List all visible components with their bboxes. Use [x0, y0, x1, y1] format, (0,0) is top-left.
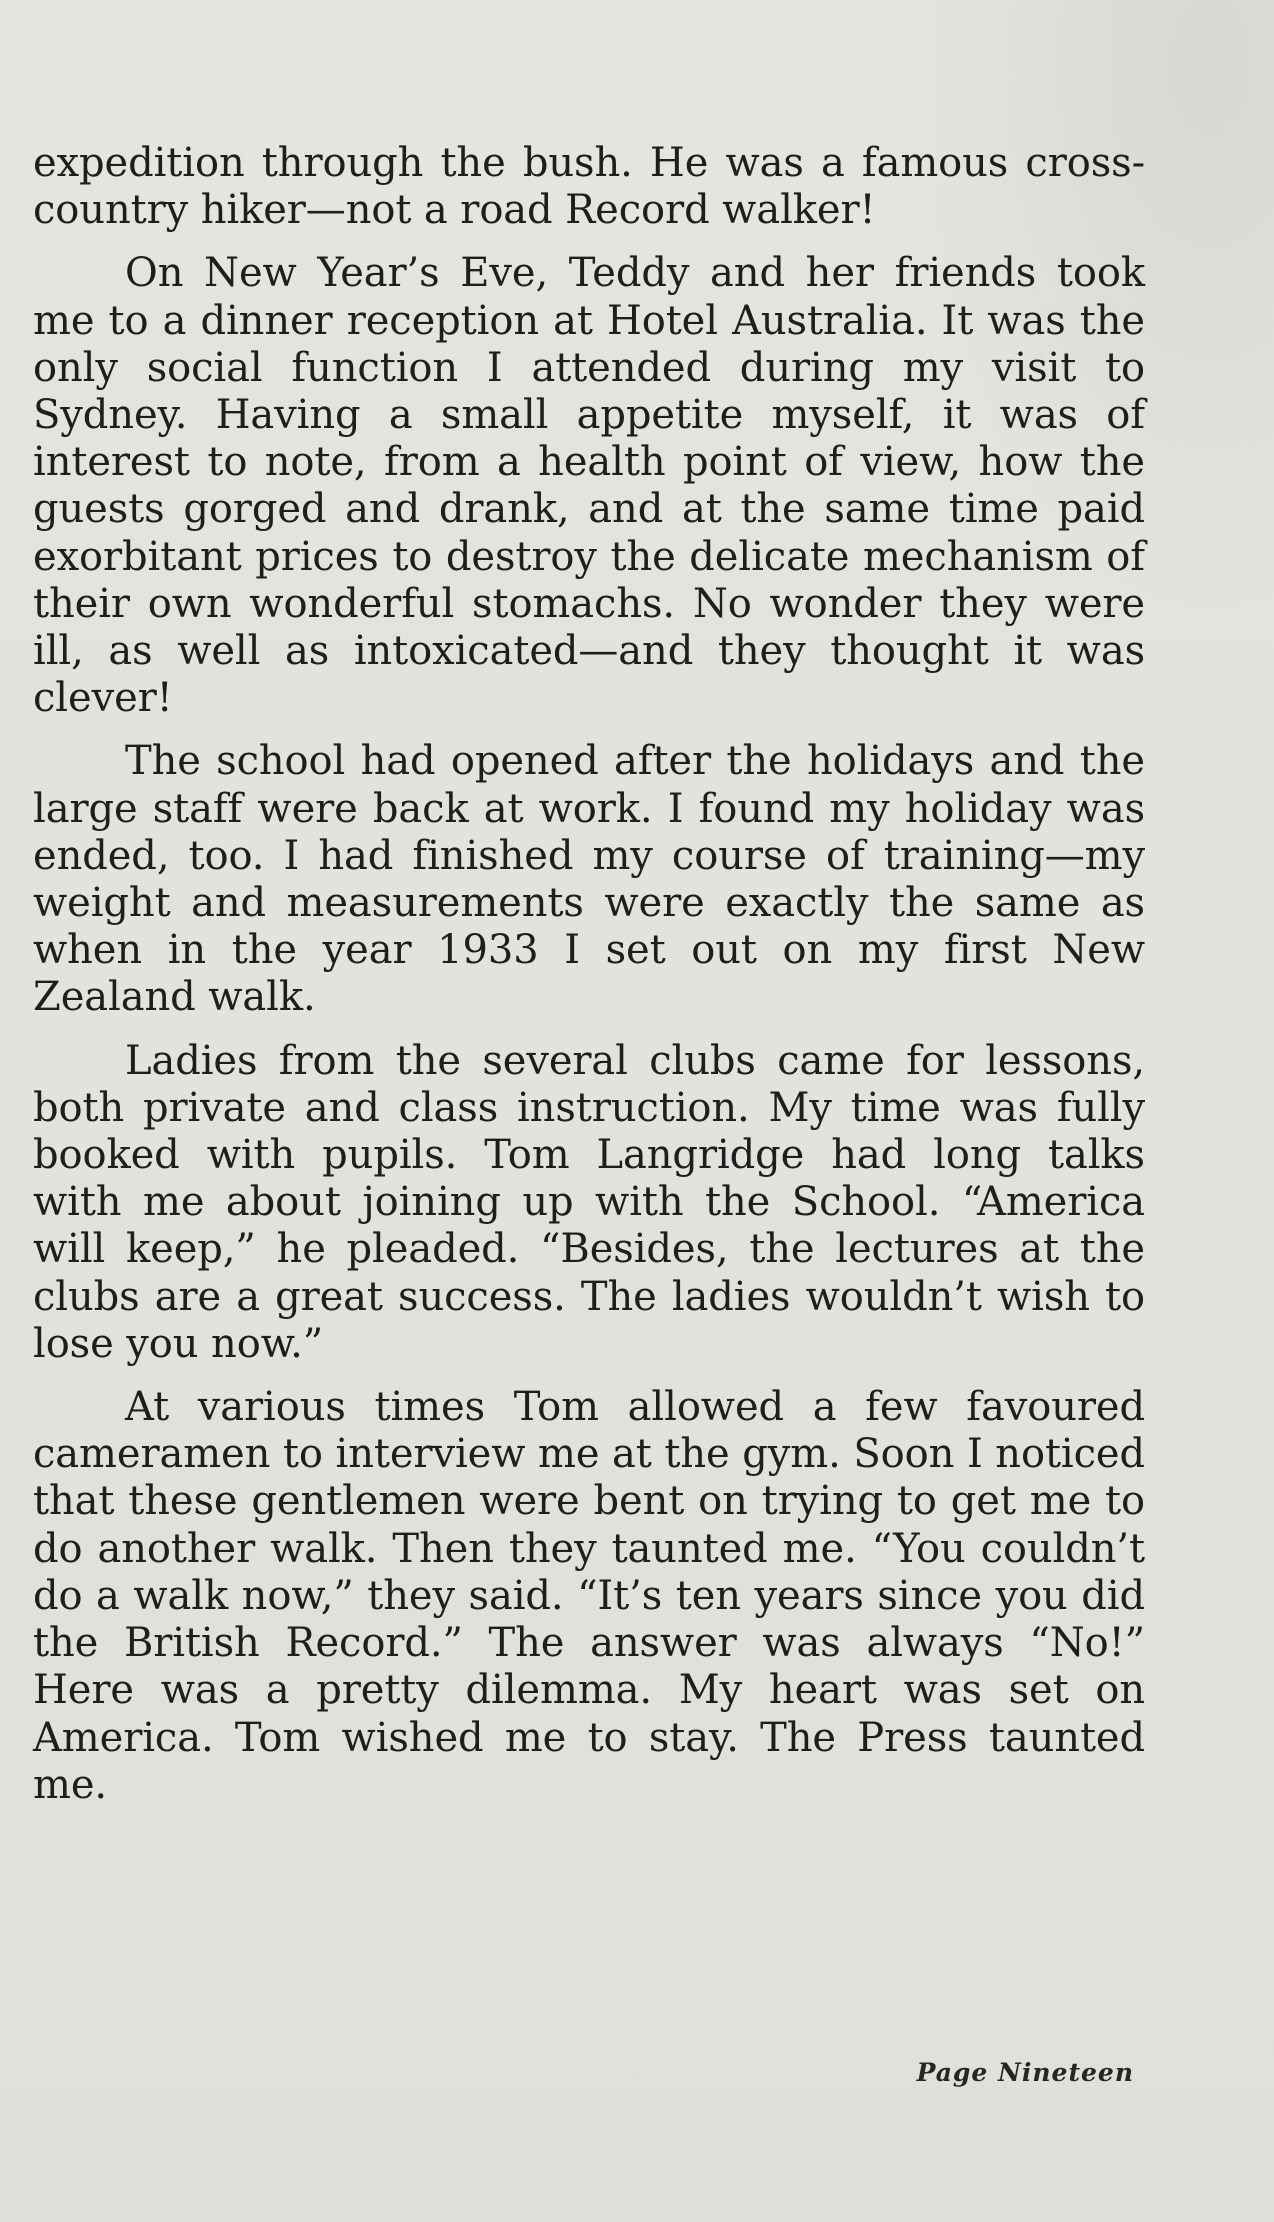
body-text	[33, 140, 1145, 1825]
page-number: Page Nineteen	[916, 2058, 1134, 2087]
paragraph-school-opened: The school had opened after the holidays and the large staff were back at work. I found my holiday was ended, too. I had finished my course of training—my weight and measurements were exactly the same as when in the year 1933 I set out on my first New Zealand walk.	[33, 738, 1145, 1021]
paragraph-cameramen: At various times Tom allowed a few favoured cameramen to interview me at the gym. Soon I noticed that these gentlemen were bent on trying to get me to do another walk. Then they taunted me. “You couldn’t do a walk now,” they said. “It’s ten years since you did the British Record.” The answer was always “No!” Here was a pretty dilemma. My heart was set on America. Tom wished me to stay. The Press taunted me.	[33, 1384, 1145, 1808]
paragraph-new-years-eve: On New Year’s Eve, Teddy and her friends took me to a dinner reception at Hotel Australia. It was the only social function I attended during my visit to Sydney. Having a small appetite myself, it was of interest to note, from a health point of view, how the guests gorged and drank, and at the same time paid exorbitant prices to destroy the delicate mechanism of their own wonderful stomachs. No wonder they were ill, as well as intoxicated—and they thought it was clever!	[33, 250, 1145, 722]
paragraph-ladies-lessons: Ladies from the several clubs came for lessons, both private and class instruction. My time was fully booked with pupils. Tom Langridge had long talks with me about joining up with the School. “America will keep,” he pleaded. “Besides, the lectures at the clubs are a great success. The ladies wouldn’t wish to lose you now.”	[33, 1037, 1145, 1367]
paragraph-continuation: expedition through the bush. He was a famous cross-country hiker—not a road Record walker!	[33, 140, 1145, 234]
